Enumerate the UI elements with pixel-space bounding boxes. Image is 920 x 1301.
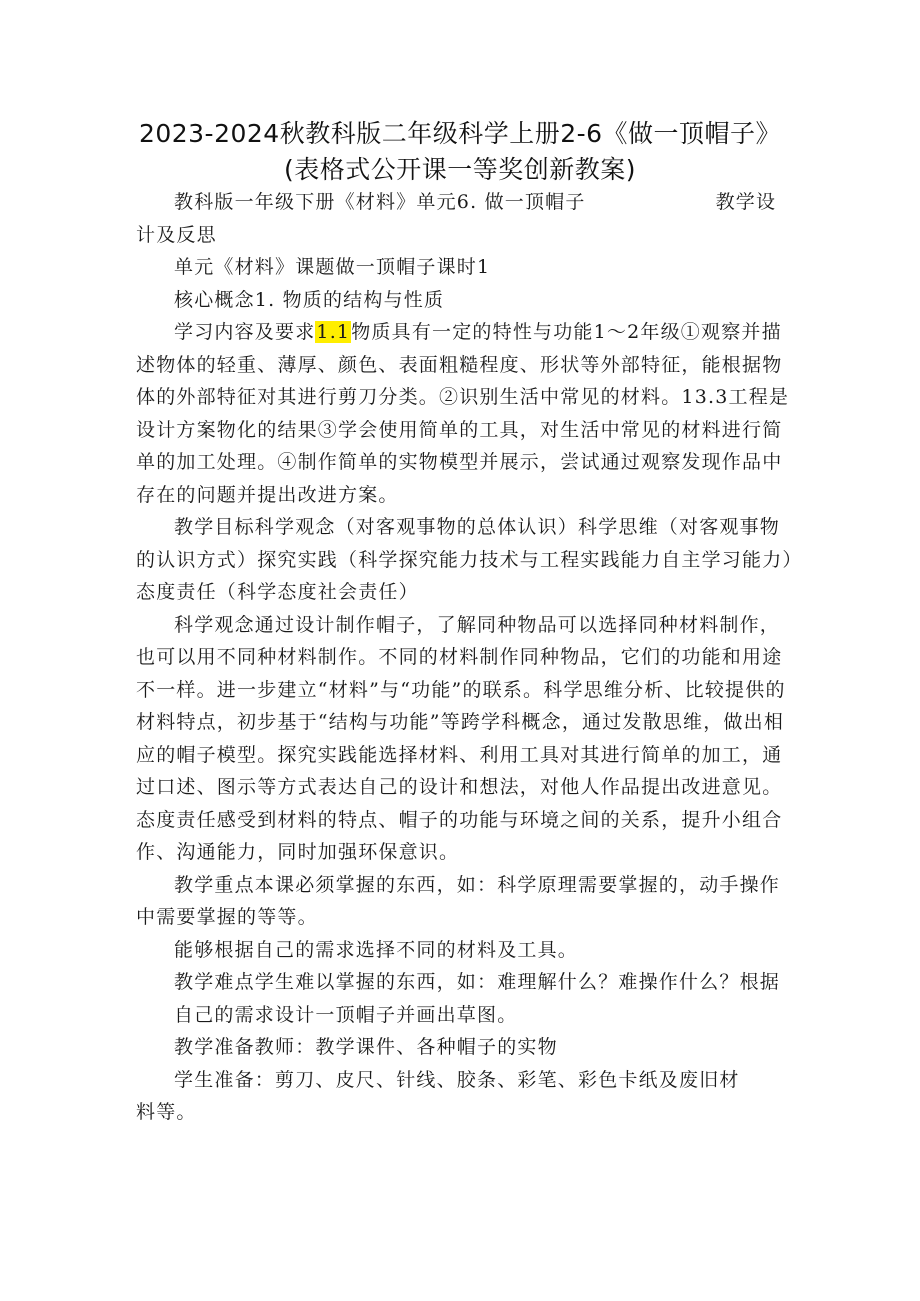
document-title-line2: (表格式公开课一等奖创新教案)	[283, 155, 636, 184]
intro-text-tail: 教学设计及反思	[136, 191, 777, 246]
paragraph-learning-content	[136, 316, 796, 511]
paragraph-unit: 单元《材料》课题做一顶帽子课时1	[174, 256, 491, 278]
paragraph-teaching-goals: 教学目标科学观念（对客观事物的总体认识）科学思维（对客观事物的认识方式）探究实践（科学探究能力技术与工程实践能力自主学习能力）态度责任（科学态度社会责任）	[136, 516, 794, 603]
paragraph-difficulties: 教学难点学生难以掌握的东西，如：难理解什么？难操作什么？根据	[174, 971, 781, 993]
document-title-line1: 2023-2024秋教科版二年级科学上册2-6《做一顶帽子》	[138, 119, 782, 148]
paragraph-teacher-prep: 教学准备教师：教学课件、各种帽子的实物	[174, 1036, 558, 1058]
learning-content-text: 物质具有一定的特性与功能1～2年级①观察并描述物体的轻重、薄厚、颜色、表面粗糙程度、形状等外部特征，能根据物体的外部特征对其进行剪刀分类。②识别生活中常见的材料。13.3工程是设计方案物化的结果③学会使用简单的工具，对生活中常见的材料进行简单的加工处理。④制作简单的实物模型并展示，尝试通过观察发现作品中存在的问题并提出改进方案。	[136, 321, 790, 506]
paragraph-core-concept: 核心概念1. 物质的结构与性质	[174, 288, 445, 311]
paragraph-key-points: 教学重点本课必须掌握的东西，如：科学原理需要掌握的，动手操作中需要掌握的等等。	[136, 873, 781, 928]
learning-content-label: 学习内容及要求	[174, 321, 316, 343]
paragraph-key-points-detail: 能够根据自己的需求选择不同的材料及工具。	[174, 938, 579, 961]
intro-text: 教科版一年级下册《材料》单元6. 做一顶帽子	[174, 191, 586, 213]
paragraph-student-prep-tail: 料等。	[136, 1101, 197, 1123]
highlighted-text: 1.1	[316, 321, 351, 343]
paragraph-science-concept: 科学观念通过设计制作帽子，了解同种物品可以选择同种材料制作，也可以用不同种材料制作。不同的材料制作同种物品，它们的功能和用途不一样。进一步建立“材料”与“功能”的联系。科学思维分析、比较提供的材料特点，初步基于“结构与功能”等跨学科概念，通过发散思维，做出相应的帽子模型。探究实践能选择材料、利用工具对其进行简单的加工，通过口述、图示等方式表达自己的设计和想法，对他人作品提出改进意见。态度责任感受到材料的特点、帽子的功能与环境之间的关系，提升小组合作、沟通能力，同时加强环保意识。	[136, 613, 786, 863]
document-body	[136, 186, 796, 1129]
paragraph-student-prep: 学生准备：剪刀、皮尺、针线、胶条、彩笔、彩色卡纸及废旧材	[174, 1068, 740, 1091]
paragraph-difficulties-detail: 自己的需求设计一顶帽子并画出草图。	[174, 1003, 518, 1026]
paragraph-intro	[136, 186, 796, 251]
